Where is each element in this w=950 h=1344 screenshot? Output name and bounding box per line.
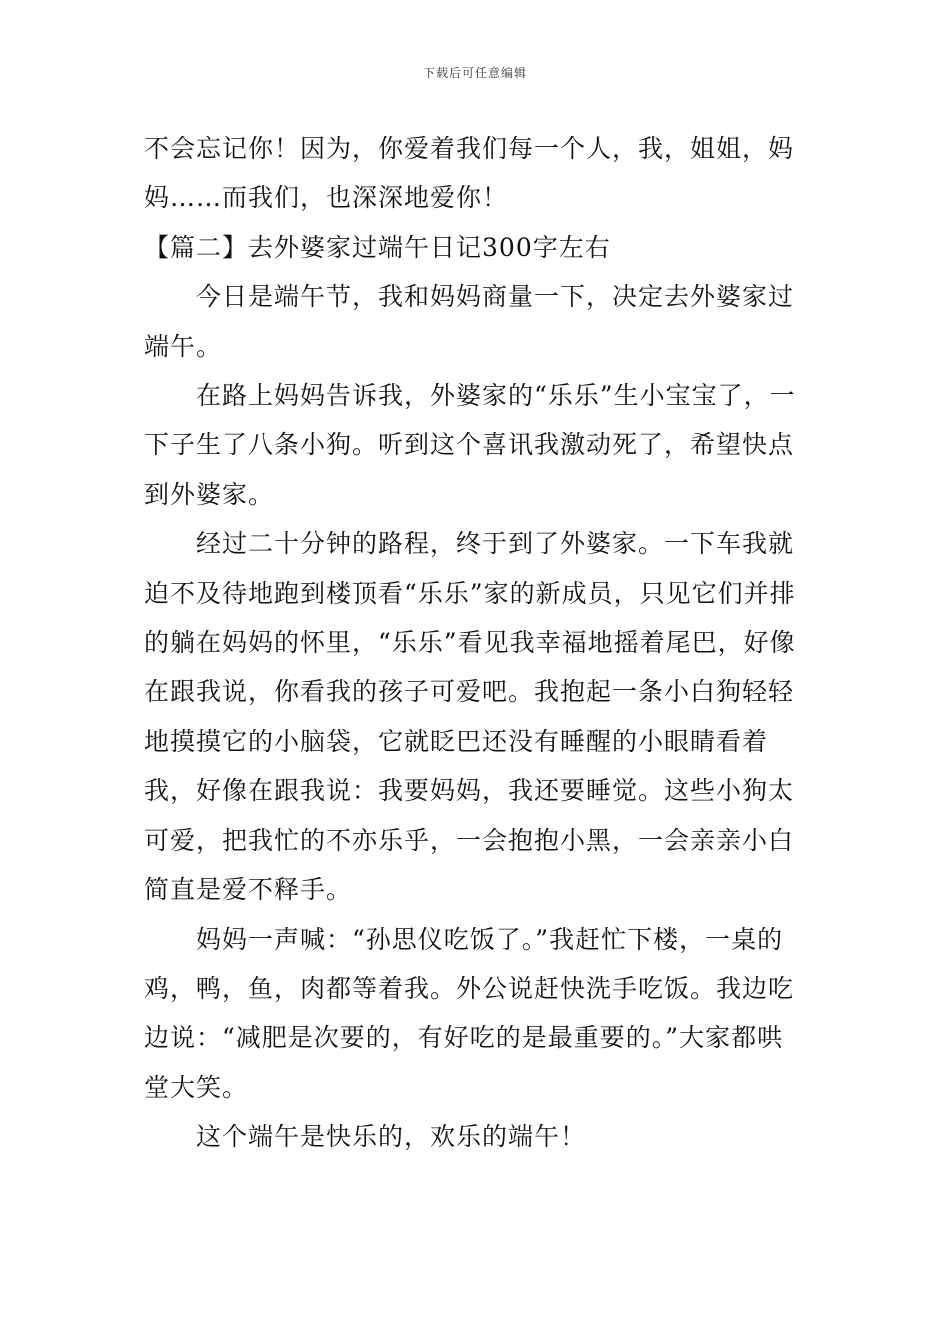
section-title: 【篇二】去外婆家过端午日记300字左右	[144, 232, 611, 262]
paragraph-1: 今日是端午节，我和妈妈商量一下，决定去外婆家过端午。	[144, 282, 795, 361]
page-header: 下载后可任意编辑	[422, 66, 527, 80]
document-body	[144, 124, 808, 1162]
paragraph-5: 这个端午是快乐的，欢乐的端午！	[196, 1122, 587, 1152]
paragraph-4: 妈妈一声喊：“孙思仪吃饭了。”我赶忙下楼，一桌的鸡，鸭，鱼，肉都等着我。外公说赶快洗手吃饭。我边吃边说：“减肥是次要的，有好吃的是最重要的。”大家都哄堂大笑。	[144, 924, 795, 1102]
paragraph-3: 经过二十分钟的路程，终于到了外婆家。一下车我就迫不及待地跑到楼顶看“乐乐”家的新成员，只见它们并排的躺在妈妈的怀里，“乐乐”看见我幸福地摇着尾巴，好像在跟我说，你看我的孩子可爱吧。我抱起一条小白狗轻轻地摸摸它的小脑袋，它就眨巴还没有睡醒的小眼睛看着我，好像在跟我说：我要妈妈，我还要睡觉。这些小狗太可爱，把我忙的不亦乐乎，一会抱抱小黑，一会亲亲小白简直是爱不释手。	[144, 529, 796, 905]
paragraph-continued: 不会忘记你！因为，你爱着我们每一个人，我，姐姐，妈妈……而我们，也深深地爱你！	[144, 134, 795, 213]
paragraph-2: 在路上妈妈告诉我，外婆家的“乐乐”生小宝宝了，一下子生了八条小狗。听到这个喜讯我激动死了，希望快点到外婆家。	[144, 381, 796, 509]
